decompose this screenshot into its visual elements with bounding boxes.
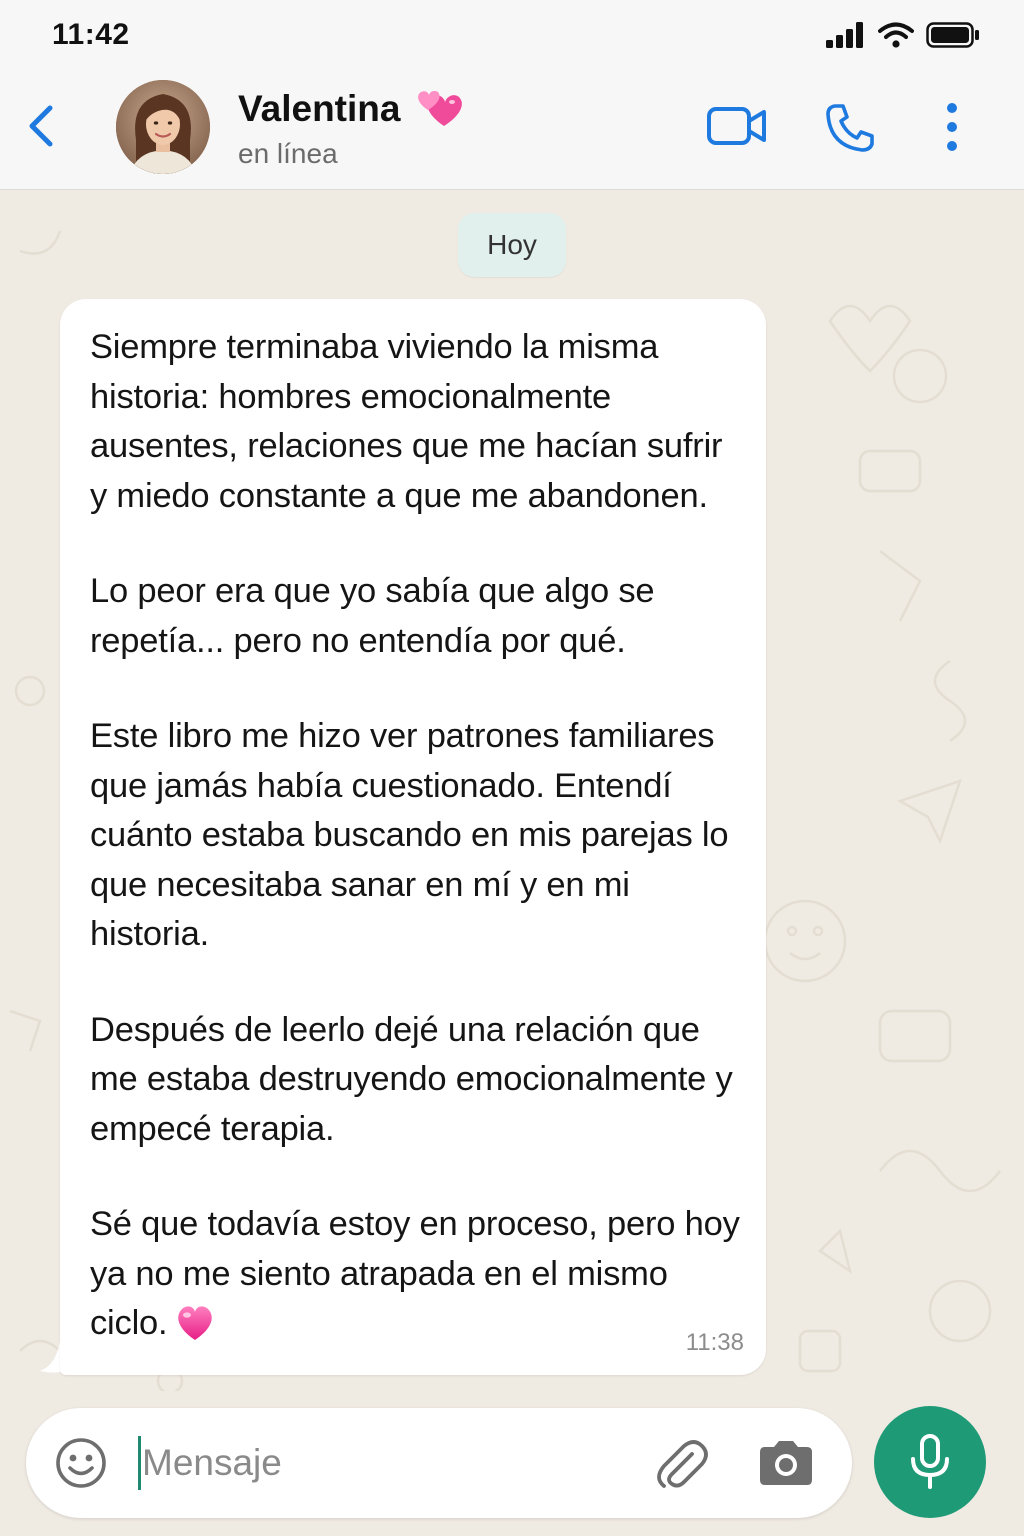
- wifi-icon: [878, 22, 914, 48]
- message-paragraph: Siempre terminaba viviendo la misma historia: hombres emocionalmente ausentes, relaciones que me hacían sufrir y miedo constante a que me abandonen.: [90, 328, 723, 515]
- message-paragraph-last: [90, 1200, 746, 1349]
- received-message-bubble[interactable]: [60, 299, 766, 1375]
- status-time: 11:42: [52, 18, 130, 51]
- status-icons: [826, 22, 980, 48]
- signal-icon: [826, 22, 866, 48]
- message-paragraph-text: Sé que todavía estoy en proceso, pero hoy ya no me siento atrapada en el mismo ciclo.: [90, 1205, 740, 1342]
- back-button[interactable]: [22, 102, 62, 150]
- paperclip-icon: [654, 1434, 712, 1492]
- text-cursor: [138, 1436, 141, 1490]
- message-timestamp: 11:38: [685, 1329, 744, 1356]
- battery-icon: [926, 22, 980, 48]
- message-paragraph: Después de leerlo dejé una relación que me estaba destruyendo emocionalmente y empecé terapia.: [90, 1010, 733, 1148]
- message-input[interactable]: [142, 1430, 622, 1496]
- avatar-image: [116, 80, 210, 174]
- contact-name[interactable]: Valentina: [238, 88, 401, 129]
- attach-button[interactable]: [654, 1434, 712, 1492]
- status-bar: [0, 0, 1024, 72]
- pink-heart-emoji: [173, 1302, 217, 1342]
- chevron-left-icon: [22, 102, 62, 150]
- microphone-icon: [907, 1433, 953, 1491]
- voice-record-button[interactable]: [874, 1406, 986, 1518]
- message-paragraph: Lo peor era que yo sabía que algo se repetía... pero no entendía por qué.: [90, 572, 655, 660]
- voice-call-button[interactable]: [824, 102, 876, 154]
- more-options-button[interactable]: [938, 102, 966, 152]
- more-vertical-icon: [938, 102, 966, 152]
- emoji-icon: [54, 1436, 108, 1490]
- emoji-button[interactable]: [54, 1436, 108, 1490]
- video-call-icon: [706, 104, 768, 148]
- contact-status: en línea: [238, 138, 338, 169]
- camera-icon: [756, 1438, 816, 1488]
- camera-button[interactable]: [756, 1438, 816, 1488]
- chat-area[interactable]: [0, 191, 1024, 1391]
- message-paragraph: Este libro me hizo ver patrones familiares que jamás había cuestionado. Entendí cuánto estaba buscando en mis parejas lo que necesitaba sanar en mí y en mi historia.: [90, 717, 729, 953]
- date-separator: Hoy: [458, 213, 566, 277]
- video-call-button[interactable]: [706, 104, 768, 148]
- phone-icon: [824, 102, 876, 154]
- contact-avatar[interactable]: [116, 80, 210, 174]
- two-hearts-emoji: [414, 84, 466, 130]
- chat-header: [0, 72, 1024, 190]
- message-composer: [26, 1408, 852, 1518]
